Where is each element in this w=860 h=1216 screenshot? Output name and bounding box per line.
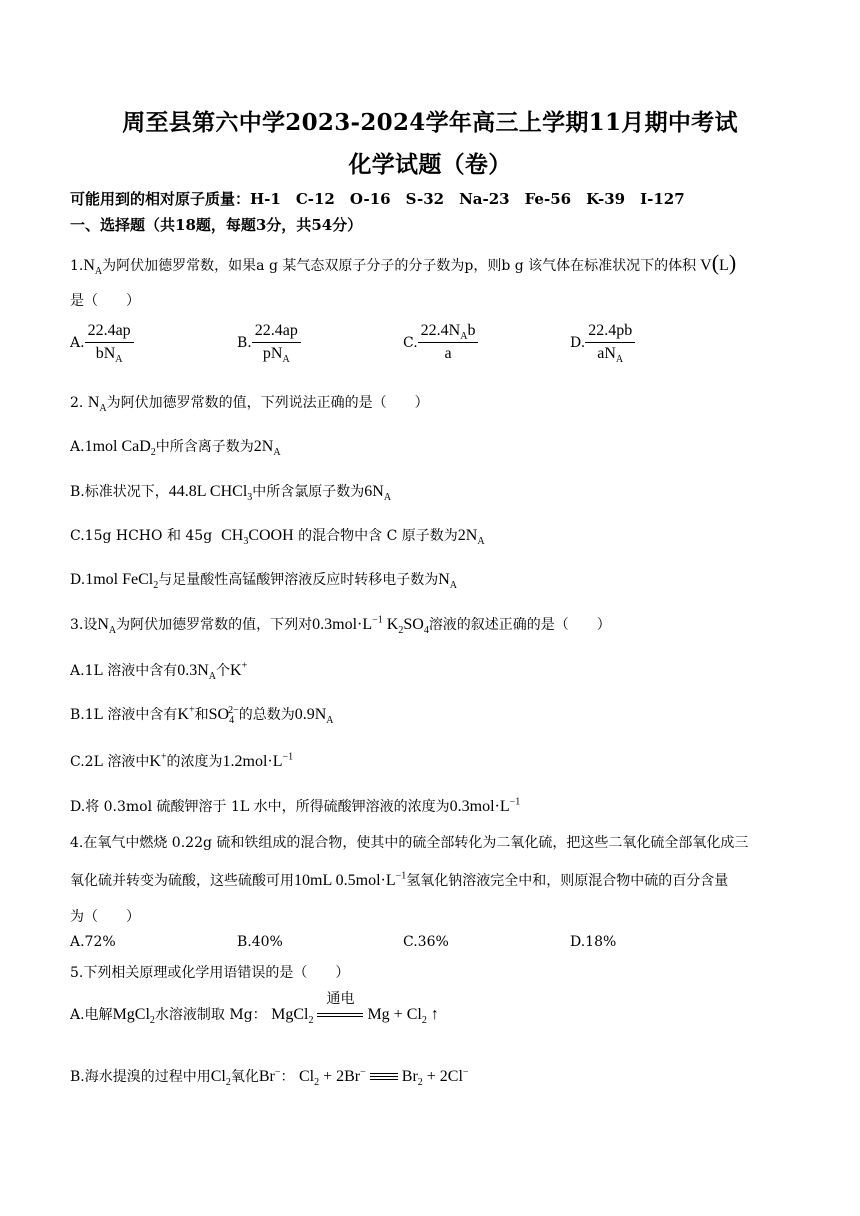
q5-option-b[interactable]: B.海水提溴的过程中用$Cl_2$氧化Br−： $Cl_2 + 2Br^-$ $Br_2 + 2Cl^-$ [70,1066,469,1089]
q1-option-d[interactable]: D. $\frac{22.4pb}{aN_A}$ [570,322,635,363]
q4-option-b[interactable]: B.40% [237,934,283,950]
q2-option-a[interactable]: A.1mol CaD$_2$中所含离子数为$2N_A$ [70,438,281,459]
question-1-tail: 是（ ） [70,293,140,309]
section-heading: 一、选择题（共18题，每题3分，共54分） [70,216,363,234]
page-subtitle: 化学试题（卷） [348,151,512,178]
q3-option-b[interactable]: B.1L 溶液中含有K+和$SO_4^{2-}$的总数为$0.9N_A$ [70,704,334,727]
question-4-line2: 氧化硫并转变为硫酸，这些硫酸可用10mL $0.5mol\cdot L^{-1}$氢氧化钠溶液完全中和，则原混合物中硫的百分含量 [70,870,729,889]
question-4-line1: 4.在氧气中燃烧 0.22g 硫和铁组成的混合物，使其中的硫全部转化为二氧化硫，把这些二氧化硫全部氧化成三 [70,835,749,851]
question-3-stem: 3.设$N_A$为阿伏加德罗常数的值，下列对$0.3mol\cdot L^{-1}$ $K_2SO_4$溶液的叙述正确的是（ ） [70,614,611,637]
electrolysis-condition: 通电 [317,1010,363,1020]
question-2-stem: 2. $N_A$为阿伏加德罗常数的值，下列说法正确的是（ ） [70,394,429,415]
question-4-line3: 为（ ） [70,909,140,925]
q3-option-d[interactable]: D.将 0.3mol 硫酸钾溶于 1L 水中，所得硫酸钾溶液的浓度为$0.3mol\cdot L^{-1}$ [70,796,521,815]
q3-option-c[interactable]: C.2L 溶液中K+的浓度为$1.2mol\cdot L^{-1}$ [70,751,294,770]
q5-option-a[interactable]: A.电解MgCl$_2$水溶液制取 Mg： MgCl$_2$ 通电 $Mg + Cl_2$ ↑ [70,991,439,1027]
page-title: 周至县第六中学2023-2024学年高三上学期11月期中考试 [122,109,738,136]
q2-option-b[interactable]: B.标准状况下，44.8L CHCl$_3$中所含氯原子数为$6N_A$ [70,483,392,504]
q4-option-a[interactable]: A.72% [70,934,116,950]
q1-option-a[interactable]: A. $\frac{22.4ap}{bN_A}$ [70,322,134,363]
q4-option-c[interactable]: C.36% [403,934,449,950]
question-5-stem: 5.下列相关原理或化学用语错误的是（ ） [70,965,350,981]
atomic-masses: 可能用到的相对原子质量：H-1 C-12 O-16 S-32 Na-23 Fe-56 K-39 I-127 [70,190,685,208]
q1-option-b[interactable]: B. $\frac{22.4ap}{pN_A}$ [237,322,301,363]
q4-option-d[interactable]: D.18% [570,934,617,950]
question-1-stem: $1.N_A$为阿伏加德罗常数，如果a g 某气态双原子分子的分子数为p，则b g 该气体在标准状况下的体积 V(L) [70,250,737,278]
q1-option-c[interactable]: C. $\frac{22.4N_Ab}{a}$ [403,322,478,363]
q2-option-d[interactable]: D.1mol FeCl$_2$与足量酸性高锰酸钾溶液反应时转移电子数为$N_A$ [70,571,457,592]
q2-option-c[interactable]: C.15g HCHO 和 45g $CH_3COOH$ 的混合物中含 C 原子数为$2N_A$ [70,527,485,548]
q3-option-a[interactable]: A.1L 溶液中含有$0.3N_A$个K+ [70,660,248,683]
